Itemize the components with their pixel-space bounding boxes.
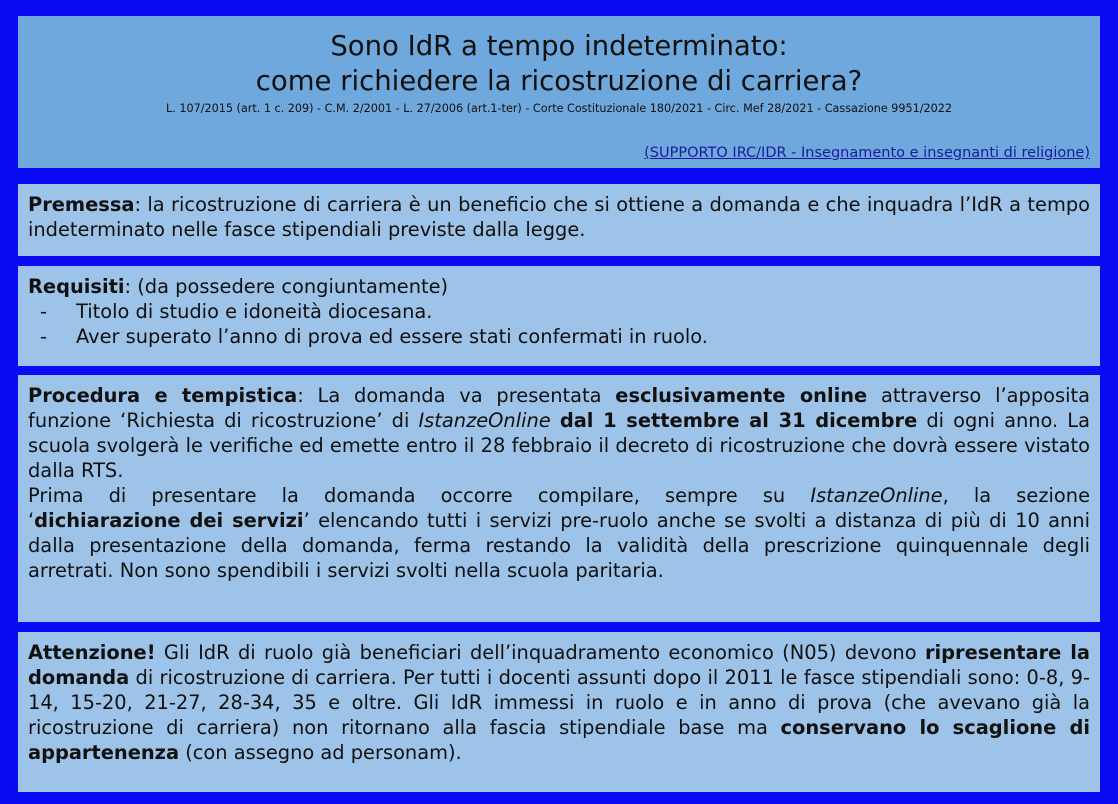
title-line-2: come richiedere la ricostruzione di carriera? — [255, 65, 863, 97]
italic-text: IstanzeOnline — [418, 409, 551, 432]
italic-text: IstanzeOnline — [810, 484, 943, 507]
text-run: Gli IdR di ruolo già beneficiari dell’inquadramento economico (N05) devono — [155, 641, 925, 664]
procedura-paragraph-2-line-1 — [28, 483, 1090, 508]
procedura-label: Procedura e tempistica — [28, 384, 298, 407]
text-run: Prima di presentare la domanda occorre compilare, sempre su — [28, 484, 811, 507]
emphasis-text: ripresentare la domanda — [28, 641, 1090, 689]
header-panel — [18, 16, 1100, 168]
text-run: ’ elencando tutti i servizi pre-ruolo anche se svolti a distanza di più di 10 anni dalla presentazione della domanda, ferma restando la validità della prescrizione quinquennale degli arretrati. Non sono spendibili i servizi svolti nella scuola paritaria. — [28, 509, 1090, 582]
text-run: ‘ — [28, 509, 35, 532]
premessa-section — [18, 184, 1100, 256]
page-title — [18, 29, 1100, 99]
requisiti-section — [18, 266, 1100, 366]
emphasis-text: dal 1 settembre al 31 dicembre — [559, 409, 918, 432]
emphasis-text: dichiarazione dei servizi — [34, 509, 304, 532]
procedura-paragraph-1 — [28, 383, 1090, 483]
list-bullet: - — [40, 325, 47, 348]
emphasis-text: esclusivamente online — [615, 384, 868, 407]
requisiti-intro: : (da possedere congiuntamente) — [124, 275, 449, 298]
procedura-paragraph-2 — [28, 508, 1090, 583]
requisiti-label: Requisiti — [28, 275, 125, 298]
text-run: di ogni anno. La scuola svolgerà le verifiche ed emette entro il 28 febbraio il decreto di ricostruzione che dovrà essere vistato dalla RTS. — [28, 409, 1090, 482]
procedura-section — [18, 375, 1100, 622]
text-run: , la sezione — [942, 484, 1090, 507]
attenzione-section — [18, 632, 1100, 792]
list-item-text: Titolo di studio e idoneità diocesana. — [76, 300, 433, 323]
legal-references: L. 107/2015 (art. 1 c. 209) - C.M. 2/2001 - L. 27/2006 (art.1-ter) - Corte Costituzionale 180/2021 - Circ. Mef 28/2021 - Cassazione 9951/2022 — [166, 102, 952, 115]
text-run: : La domanda va presentata — [297, 384, 616, 407]
text-run: di ricostruzione di carriera. Per tutti i docenti assunti dopo il 2011 le fasce stipendiali sono: 0-8, 9-14, 15-20, 21-27, 28-34, 35 e oltre. Gli IdR immessi in ruolo e in anno di prova (che avevano già la ricostruzione di carriera) non ritornano alla fascia stipendiale base ma — [28, 666, 1090, 739]
text-run — [551, 409, 560, 432]
list-bullet: - — [40, 300, 47, 323]
emphasis-text: conservano lo scaglione di appartenenza — [28, 716, 1091, 764]
text-run: attraverso l’apposita funzione ‘Richiesta di ricostruzione’ di — [28, 384, 1090, 432]
support-link[interactable]: (SUPPORTO IRC/IDR - Insegnamento e insegnanti di religione) — [644, 145, 1090, 161]
title-line-1: Sono IdR a tempo indeterminato: — [330, 30, 788, 62]
list-item — [28, 299, 1090, 324]
premessa-text: : la ricostruzione di carriera è un beneficio che si ottiene a domanda e che inquadra l’IdR a tempo indeterminato nelle fasce stipendiali previste dalla legge. — [28, 193, 1090, 241]
list-item — [28, 324, 1090, 349]
text-run: (con assegno ad personam). — [179, 741, 462, 764]
attenzione-label: Attenzione! — [28, 641, 156, 664]
premessa-label: Premessa — [28, 193, 135, 216]
list-item-text: Aver superato l’anno di prova ed essere stati confermati in ruolo. — [76, 325, 708, 348]
